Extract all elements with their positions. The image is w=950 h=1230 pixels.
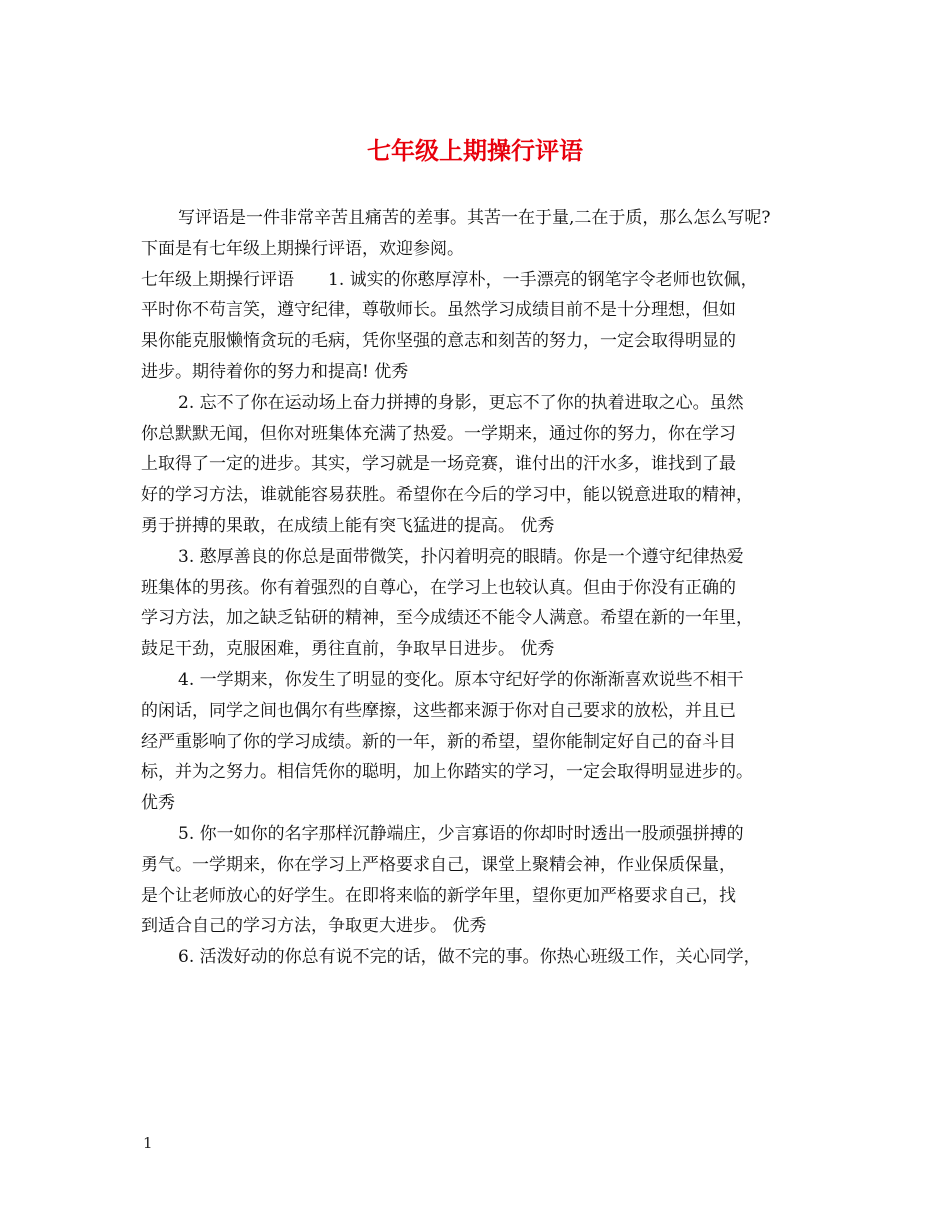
page-number: 1 bbox=[143, 1134, 153, 1152]
entry-line: 班集体的男孩。你有着强烈的自尊心，在学习上也较认真。但由于你没有正确的 bbox=[141, 577, 736, 598]
entry-line: 鼓足干劲，克服困难，勇往直前，争取早日进步。 优秀 bbox=[141, 639, 555, 660]
entry-line: 平时你不苟言笑，遵守纪律，尊敬师长。虽然学习成绩目前不是十分理想，但如 bbox=[141, 300, 736, 321]
entry-line: 勇于拼搏的果敢，在成绩上能有突飞猛进的提高。 优秀 bbox=[141, 515, 555, 536]
entry-line: 1. 诚实的你憨厚淳朴，一手漂亮的钢笔字令老师也钦佩， bbox=[328, 269, 758, 290]
entry-line: 果你能克服懒惰贪玩的毛病，凭你坚强的意志和刻苦的努力，一定会取得明显的 bbox=[141, 331, 736, 352]
document-body bbox=[141, 203, 829, 973]
entry-line: 5. 你一如你的名字那样沉静端庄，少言寡语的你却时时透出一股顽强拼搏的 bbox=[178, 823, 744, 844]
entry-1-first-line bbox=[141, 265, 829, 296]
entry-line: 3. 憨厚善良的你总是面带微笑，扑闪着明亮的眼睛。你是一个遵守纪律热爱 bbox=[178, 546, 744, 567]
section-heading: 七年级上期操行评语 bbox=[141, 269, 294, 290]
intro-line: 下面是有七年级上期操行评语，欢迎参阅。 bbox=[141, 238, 464, 259]
document-title: 七年级上期操行评语 bbox=[367, 136, 583, 165]
entry-line: 6. 活泼好动的你总有说不完的话，做不完的事。你热心班级工作，关心同学， bbox=[178, 947, 761, 968]
entry-line: 标，并为之努力。相信凭你的聪明，加上你踏实的学习，一定会取得明显进步的。 bbox=[141, 762, 753, 783]
entry-line: 你总默默无闻，但你对班集体充满了热爱。一学期来，通过你的努力，你在学习 bbox=[141, 423, 736, 444]
entry-line: 上取得了一定的进步。其实，学习就是一场竞赛，谁付出的汗水多，谁找到了最 bbox=[141, 454, 736, 475]
entry-line: 学习方法，加之缺乏钻研的精神，至今成绩还不能令人满意。希望在新的一年里， bbox=[141, 608, 753, 629]
entry-line: 优秀 bbox=[141, 793, 175, 814]
entry-line: 是个让老师放心的好学生。在即将来临的新学年里，望你更加严格要求自己，找 bbox=[141, 885, 736, 906]
entry-line: 2. 忘不了你在运动场上奋力拼搏的身影，更忘不了你的执着进取之心。虽然 bbox=[178, 392, 744, 413]
entry-line: 经严重影响了你的学习成绩。新的一年，新的希望，望你能制定好自己的奋斗目 bbox=[141, 731, 736, 752]
entry-line: 勇气。一学期来，你在学习上严格要求自己，课堂上聚精会神，作业保质保量， bbox=[141, 854, 736, 875]
entry-line: 到适合自己的学习方法，争取更大进步。 优秀 bbox=[141, 916, 487, 937]
entry-line: 4. 一学期来，你发生了明显的变化。原本守纪好学的你渐渐喜欢说些不相干 bbox=[178, 669, 744, 690]
entry-line: 的闲话，同学之间也偶尔有些摩擦，这些都来源于你对自己要求的放松，并且已 bbox=[141, 700, 736, 721]
intro-line: 写评语是一件非常辛苦且痛苦的差事。其苦一在于量,二在于质，那么怎么写呢? bbox=[178, 208, 771, 228]
entry-line: 进步。期待着你的努力和提高! 优秀 bbox=[141, 361, 409, 382]
entry-line: 好的学习方法，谁就能容易获胜。希望你在今后的学习中，能以锐意进取的精神， bbox=[141, 485, 753, 506]
